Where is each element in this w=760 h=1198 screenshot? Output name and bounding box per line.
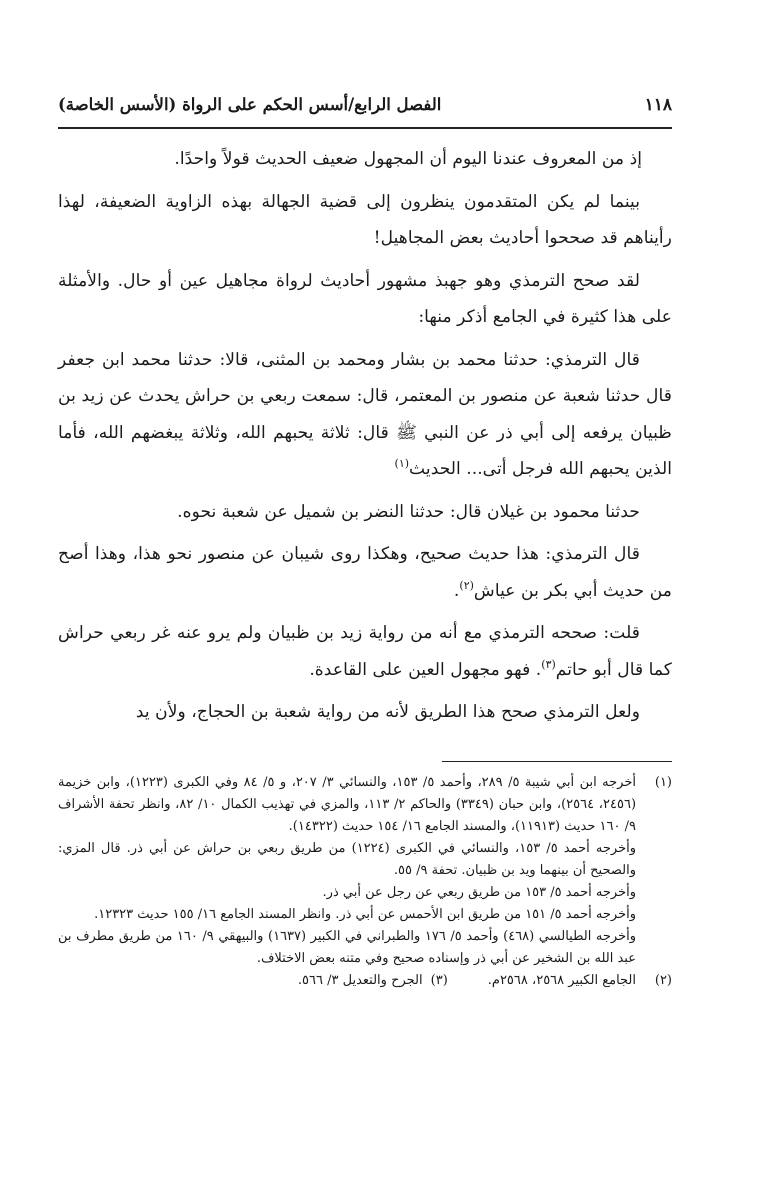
footnote-1-line-3: وأخرجه أحمد ٥/ ١٥٣ من طريق ربعي عن رجل عن أبي ذر.	[322, 884, 636, 900]
footnote-2-number: (٢)	[654, 972, 672, 988]
footnote-2-text: الجامع الكبير ٢٥٦٨، ٢٥٦٨م.	[487, 972, 636, 988]
footnote-3-number: (٣)	[430, 972, 448, 988]
paragraph-1: إذ من المعروف عندنا اليوم أن المجهول ضعيف الحديث قولاً واحدًا.	[174, 149, 642, 169]
footnote-ref-2: (٢)	[459, 578, 474, 592]
paragraph-6-text: قال الترمذي: هذا حديث صحيح، وهكذا روى شيبان عن منصور نحو هذا، وهذا أصح من حديث أبي بكر بن عياش	[58, 544, 672, 601]
footnote-3-text: الجرح والتعديل ٣/ ٥٦٦.	[297, 972, 423, 988]
footnote-1-line-2: وأخرجه أحمد ٥/ ١٥٣، والنسائي في الكبرى (١٢٢٤) من طريق ربعي بن حراش عن أبي ذر. قال المزي: والصحيح أن بينهما ويد بن ظبيان. تحفة ٩/ ٥٥.	[58, 840, 637, 878]
page-number: ١١٨	[644, 95, 672, 115]
paragraph-7	[58, 615, 672, 688]
paragraph-4	[58, 342, 672, 488]
footnote-1-line-5: وأخرجه الطيالسي (٤٦٨) وأحمد ٥/ ١٧٦ والطبراني في الكبير (١٦٣٧) والبيهقي ٩/ ١٦٠ من طريق مطرف بن عبد الله بن الشخير عن أبي ذر وإسناده صحيح وفي متنه بعض الاختلاف.	[58, 928, 636, 966]
footnotes-2-3	[58, 970, 672, 992]
book-page	[58, 95, 672, 992]
footnote-1	[58, 772, 672, 970]
paragraph-5: حدثنا محمود بن غيلان قال: حدثنا النضر بن شميل عن شعبة نحوه.	[177, 501, 640, 522]
paragraph-2: بينما لم يكن المتقدمون ينظرون إلى قضية الجهالة بهذه الزاوية الضعيفة، لهذا رأيناهم قد صححوا أحاديث بعض المجاهيل!	[58, 191, 672, 248]
paragraph-8: ولعل الترمذي صحح هذا الطريق لأنه من رواية شعبة بن الحجاج، ولأن يد	[135, 702, 640, 722]
footnote-1-text	[58, 772, 636, 970]
paragraph-7-text-b: . فهو مجهول العين على القاعدة.	[309, 659, 542, 680]
footnote-rule	[442, 761, 672, 762]
footnote-1-line-4: وأخرجه أحمد ٥/ ١٥١ من طريق ابن الأحمس عن أبي ذر. وانظر المسند الجامع ١٦/ ١٥٥ حديث ١٢٣٢٣.	[94, 906, 636, 922]
footnote-gap-small	[423, 970, 431, 992]
page-header	[58, 95, 672, 125]
header-rule	[58, 127, 672, 129]
running-title: الفصل الرابع/أسس الحكم على الرواة (الأسس الخاصة)	[58, 95, 442, 114]
paragraph-3: لقد صحح الترمذي وهو جهبذ مشهور أحاديث لرواة مجاهيل عين أو حال. والأمثلة على هذا كثيرة في الجامع أذكر منها:	[58, 270, 672, 327]
paragraph-4-text: قال الترمذي: حدثنا محمد بن بشار ومحمد بن المثنى، قالا: حدثنا محمد ابن جعفر قال حدثنا شعبة عن منصور بن المعتمر، قال: سمعت ربعي بن حراش يحدث عن زيد بن ظبيان يرفعه إلى أبي ذر عن النبي ﷺ قال: ثلاثة يحبهم الله، وثلاثة يبغضهم الله، فأما الذين يحبهم الله فرجل أتى... الحديث	[58, 349, 672, 479]
footnote-1-line-1: أخرجه ابن أبي شيبة ٥/ ٢٨٩، وأحمد ٥/ ١٥٣، والنسائي ٣/ ٢٠٧، و ٥/ ٨٤ وفي الكبرى (١٢٢٣)، وابن خزيمة (٢٤٥٦، ٢٥٦٤)، وابن حبان (٣٣٤٩) والحاكم ٢/ ١١٣، والمزي في تهذيب الكمال ١٠/ ٨٢، وانظر تحفة الأشراف ٩/ ١٦٠ حديث (١١٩١٣)، والمسند الجامع ١٦/ ١٥٤ حديث (١٤٣٢٢).	[58, 774, 637, 834]
footnote-ref-3: (٣)	[541, 657, 556, 671]
paragraph-7-text-a: قلت: صححه الترمذي مع أنه من رواية زيد بن ظبيان ولم يرو عنه غر ربعي حراش كما قال أبو حاتم	[58, 623, 672, 680]
footnotes-2-3-text	[58, 970, 636, 992]
main-text	[58, 141, 672, 731]
paragraph-6	[58, 536, 672, 609]
footnotes	[58, 772, 672, 992]
footnote-1-number: (١)	[654, 774, 672, 790]
footnote-ref-1: (١)	[394, 457, 410, 470]
paragraph-6-end: .	[453, 580, 460, 601]
footnote-gap	[448, 970, 488, 992]
